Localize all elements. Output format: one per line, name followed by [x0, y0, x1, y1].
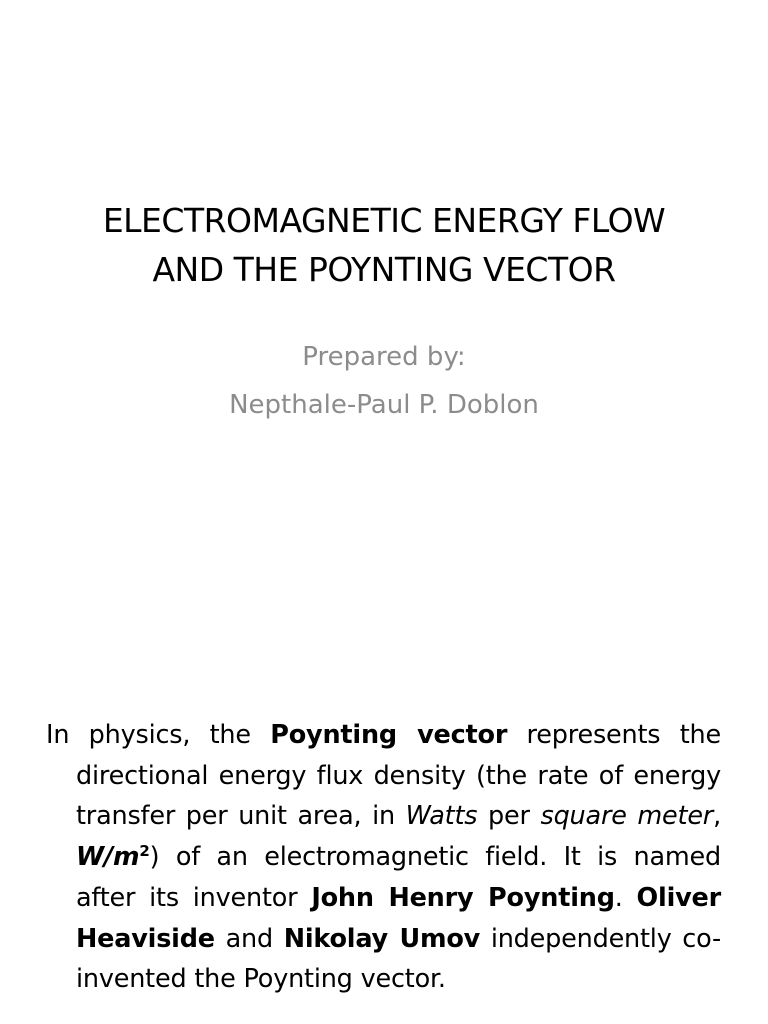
text-segment: and	[214, 923, 284, 954]
text-segment: per	[477, 801, 541, 832]
slide-title	[40, 196, 728, 294]
slide-subtitle	[40, 333, 728, 429]
body-paragraph	[46, 715, 721, 1000]
text-segment: .	[614, 882, 637, 913]
text-segment: In physics, the	[46, 720, 271, 750]
unit-symbol-base: W/m	[76, 842, 140, 873]
unit-symbol	[76, 842, 150, 872]
unit-symbol-exponent: 2	[139, 842, 150, 861]
text-segment: independently co-invented the Poynting vector.	[76, 923, 722, 995]
unit-watts: Watts	[405, 801, 478, 832]
slide-title-line-2: AND THE POYNTING VECTOR	[152, 250, 616, 289]
name-nikolay-umov: Nikolay Umov	[283, 923, 481, 954]
term-poynting-vector: Poynting vector	[270, 720, 508, 750]
text-segment: ) of an electromagnetic field. It is named after its inventor	[76, 842, 721, 913]
text-segment: represents the directional energy flux density (the rate of energy transfer per unit area, in	[76, 720, 721, 832]
name-john-henry-poynting: John Henry Poynting	[311, 882, 615, 913]
text-segment: ,	[713, 801, 721, 832]
prepared-by-label: Prepared by:	[302, 342, 466, 372]
unit-square-meter: square meter	[540, 801, 714, 832]
author-name: Nepthale-Paul P. Doblon	[229, 390, 539, 420]
name-oliver-heaviside: Oliver Heaviside	[76, 882, 721, 954]
slide-title-line-1: ELECTROMAGNETIC ENERGY FLOW	[102, 201, 666, 240]
